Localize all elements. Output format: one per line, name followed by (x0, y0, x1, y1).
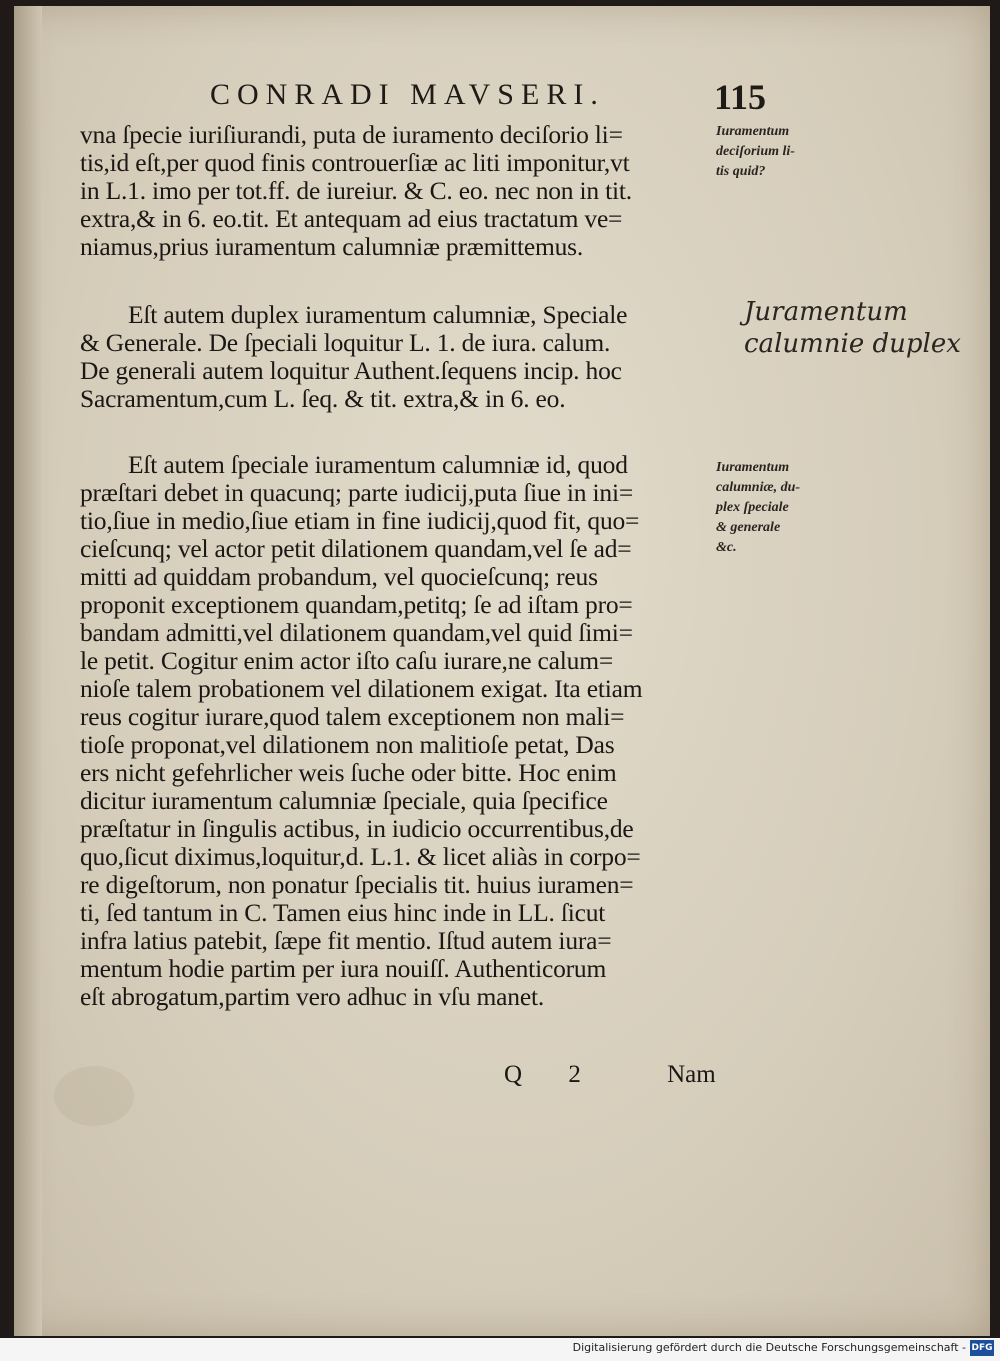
page-gutter (14, 6, 42, 1336)
text-line: tioſe proponat,vel dilationem non malitioſe petat, Das (80, 730, 615, 759)
text-line: proponit exceptionem quandam,petitq; ſe ad iſtam pro= (80, 590, 633, 619)
margin-note-line: deciſorium li- (716, 144, 795, 159)
text-line: præſtatur in ſingulis actibus, in iudicio occurrentibus,de (80, 814, 634, 843)
text-line: infra latius patebit, ſæpe fit mentio. Iſtud autem iura= (80, 926, 612, 955)
margin-note-line: calumniæ, du- (716, 480, 801, 495)
text-line: cieſcunq; vel actor petit dilationem quandam,vel ſe ad= (80, 534, 632, 563)
margin-note-2 (716, 458, 800, 558)
text-line-blackletter: ers nicht gefehrlicher weis ſuche oder bitte. Hoc enim (80, 758, 617, 787)
margin-note-line: plex ſpeciale (716, 500, 789, 515)
text-line: Eſt autem ſpeciale iuramentum calumniæ id, quod (128, 450, 628, 479)
text-line: Sacramentum,cum L. ſeq. & tit. extra,& in 6. eo. (80, 384, 566, 413)
catchword-line (504, 1061, 756, 1089)
signature-number: 2 (568, 1061, 581, 1088)
handwritten-annotation (744, 296, 961, 360)
text-line: præſtari debet in quacunq; parte iudicij,puta ſiue in ini= (80, 478, 634, 507)
text-line: bandam admitti,vel dilationem quandam,vel quid ſimi= (80, 618, 633, 647)
text-line: niamus,prius iuramentum calumniæ præmittemus. (80, 232, 584, 261)
text-line: Eſt autem duplex iuramentum calumniæ, Speciale (128, 300, 628, 329)
handwritten-line: calumnie duplex (744, 329, 961, 359)
text-line: mentum hodie partim per iura nouiſſ. Authenticorum (80, 954, 607, 983)
footer-bar (0, 1338, 1000, 1361)
book-page (14, 6, 990, 1336)
text-line: nioſe talem probationem vel dilationem exigat. Ita etiam (80, 674, 643, 703)
signature-letter: Q (504, 1061, 523, 1088)
text-line: quo,ſicut diximus,loquitur,d. L.1. & licet aliàs in corpo= (80, 842, 641, 871)
text-line: in L.1. imo per tot.ff. de iureiur. & C. eo. nec non in tit. (80, 176, 632, 205)
text-line: re digeſtorum, non ponatur ſpecialis tit. huius iuramen= (80, 870, 634, 899)
funding-credit: Digitalisierung gefördert durch die Deutsche Forschungsgemeinschaft - (572, 1341, 966, 1354)
text-line: extra,& in 6. eo.tit. Et antequam ad eius tractatum ve= (80, 204, 623, 233)
text-line: De generali autem loquitur Authent.ſequens incip. hoc (80, 356, 622, 385)
running-head: CONRADI MAVSERI. (210, 78, 605, 111)
text-line: vna ſpecie iuriſiurandi, puta de iuramento deciſorio li= (80, 120, 623, 149)
text-line: & Generale. De ſpeciali loquitur L. 1. de iura. calum. (80, 328, 611, 357)
margin-note-line: Iuramentum (716, 460, 790, 475)
dfg-logo: DFG (970, 1340, 994, 1356)
margin-note-line: Iuramentum (716, 124, 790, 139)
paper-stain (54, 1066, 134, 1126)
margin-note-1 (716, 122, 795, 182)
text-line: eſt abrogatum,partim vero adhuc in vſu manet. (80, 982, 545, 1011)
text-line: le petit. Cogitur enim actor iſto caſu iurare,ne calum= (80, 646, 614, 675)
paragraph-2 (80, 301, 720, 413)
handwritten-line: Juramentum (744, 297, 908, 327)
margin-note-line: tis quid? (716, 164, 766, 179)
page-number: 115 (714, 77, 767, 117)
catchword: Nam (667, 1061, 716, 1088)
text-line: tio,ſiue in medio,ſiue etiam in fine iudicij,quod fit, quo= (80, 506, 640, 535)
text-line: tis,id eſt,per quod finis controuerſiæ ac liti imponitur,vt (80, 148, 630, 177)
text-line: ti, ſed tantum in C. Tamen eius hinc inde in LL. ſicut (80, 898, 606, 927)
text-line: reus cogitur iurare,quod talem exceptionem non mali= (80, 702, 625, 731)
text-line: dicitur iuramentum calumniæ ſpeciale, quia ſpecifice (80, 786, 608, 815)
margin-note-line: &c. (716, 540, 737, 555)
margin-note-line: & generale (716, 520, 781, 535)
text-line: mitti ad quiddam probandum, vel quocieſcunq; reus (80, 562, 598, 591)
paragraph-3 (80, 451, 720, 1011)
paragraph-1 (80, 121, 720, 261)
